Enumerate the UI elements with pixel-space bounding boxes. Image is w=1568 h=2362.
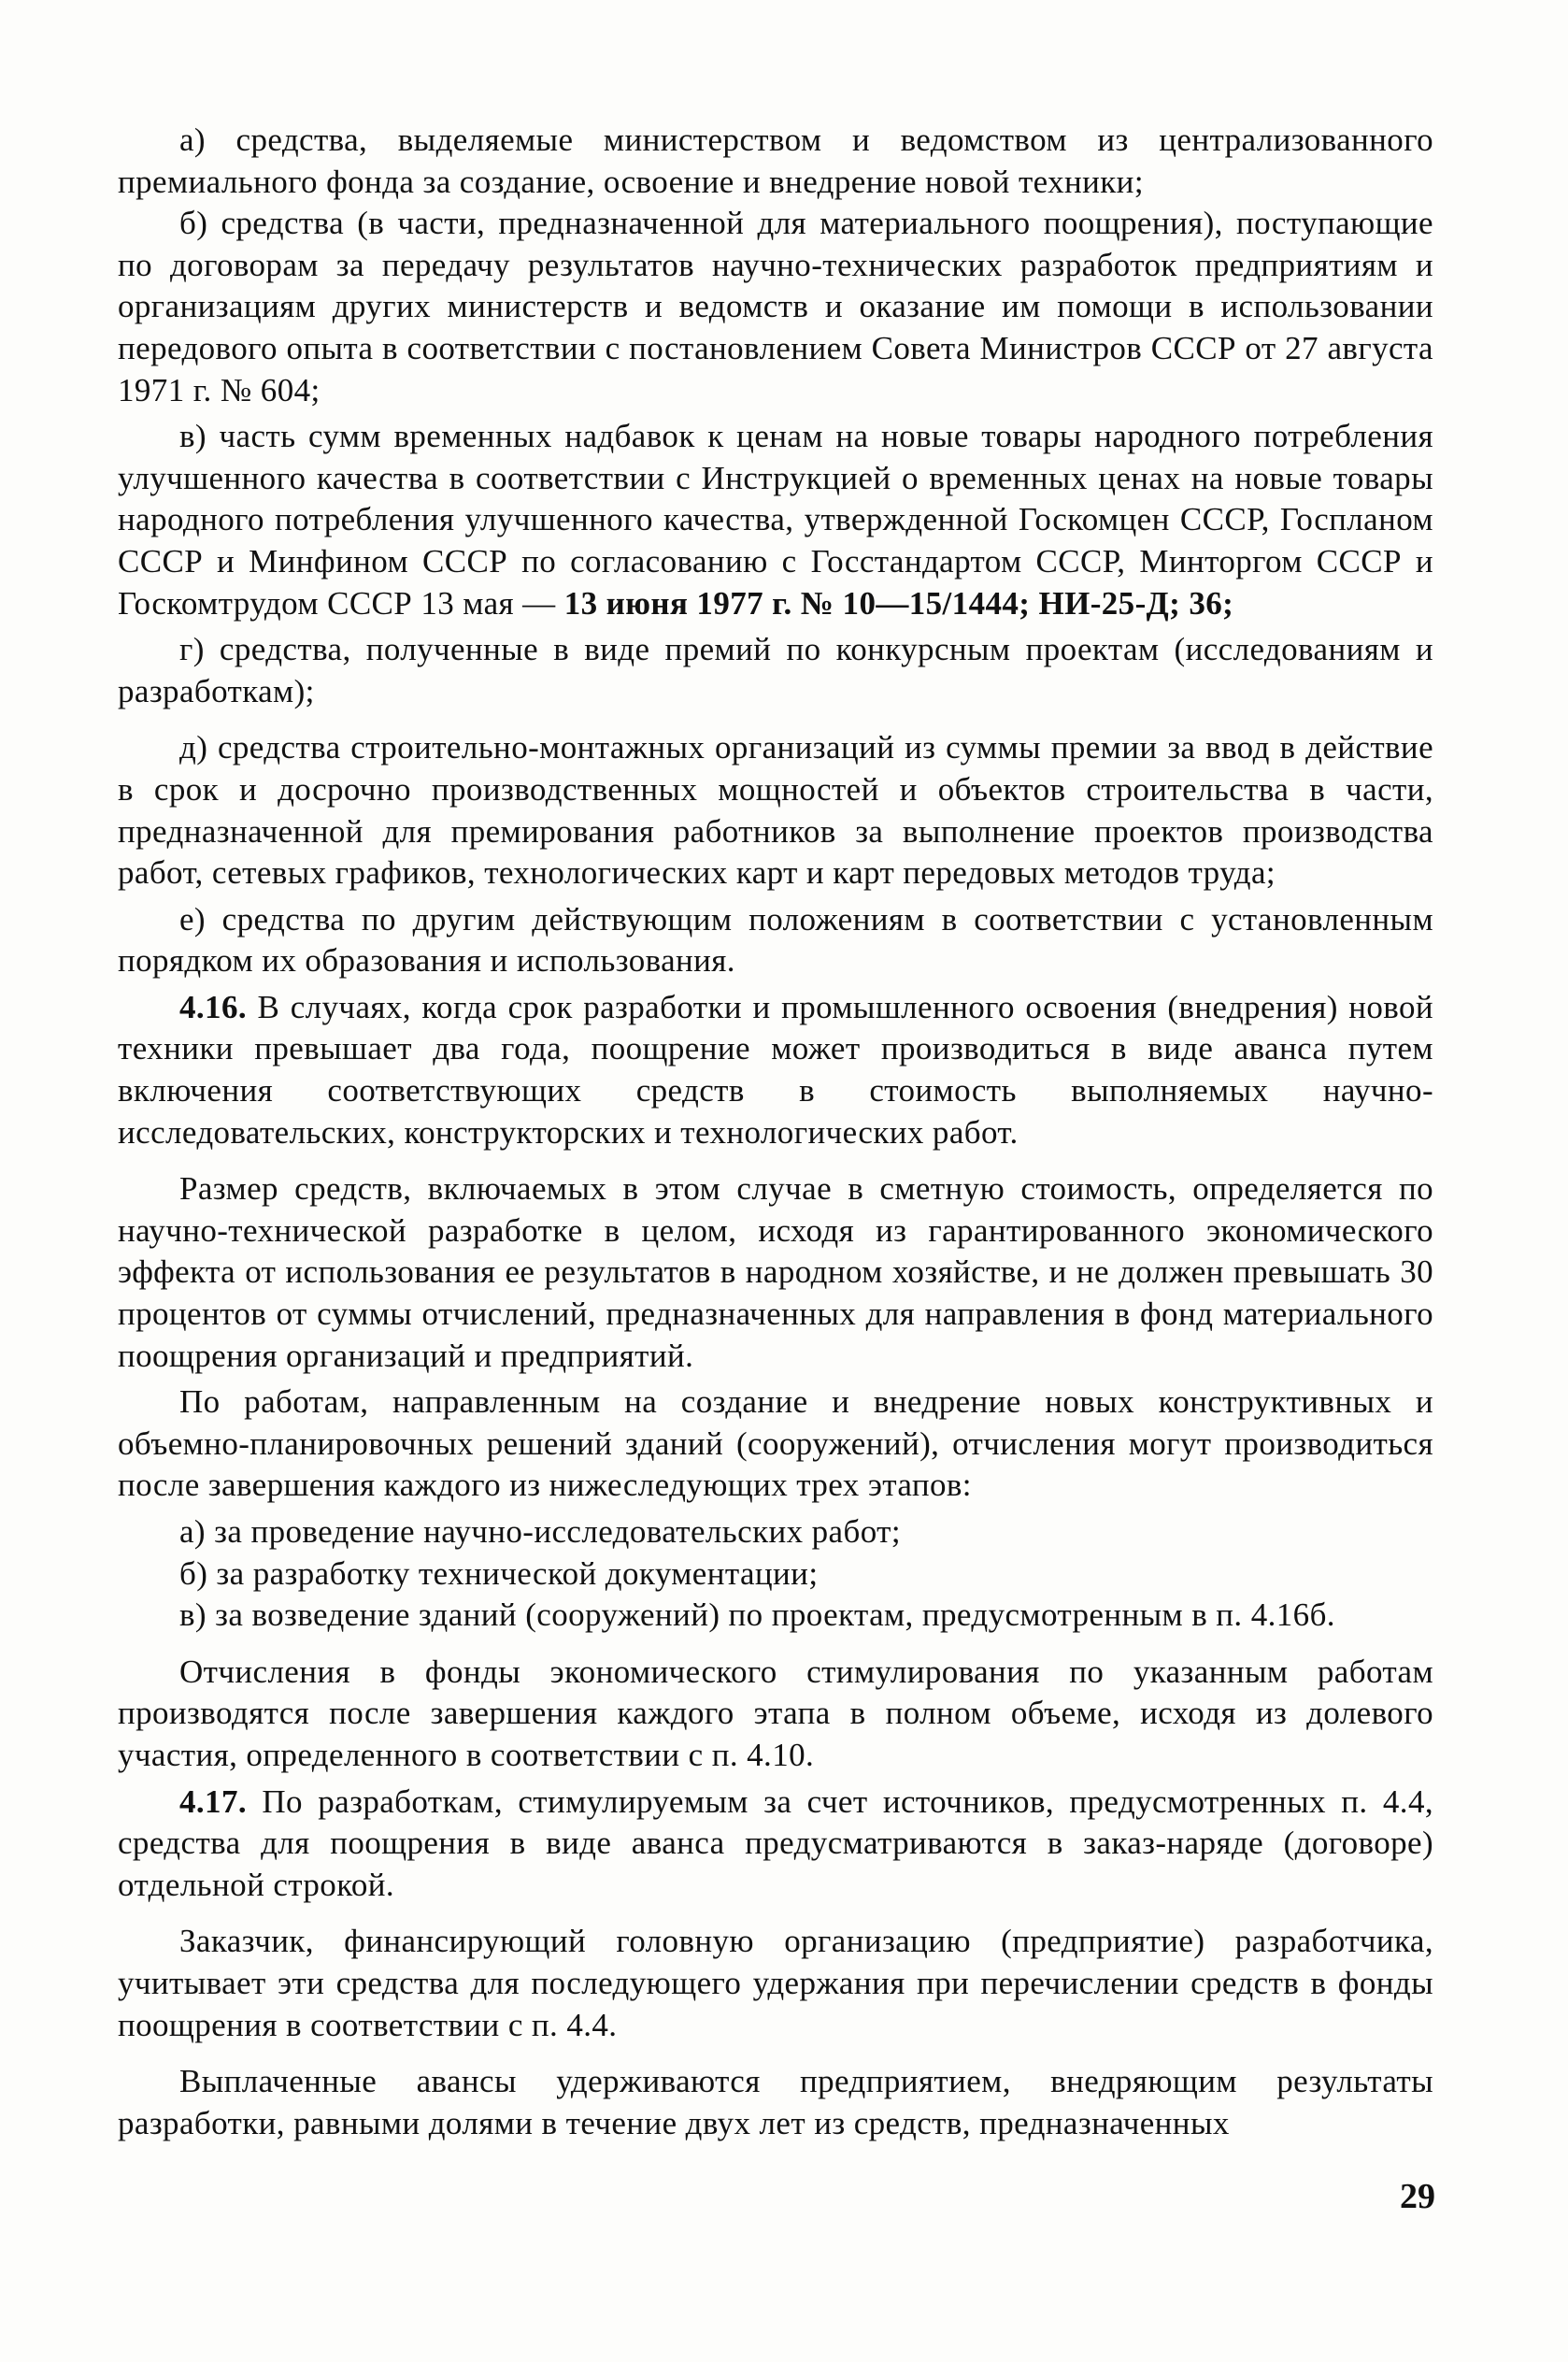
clause-v-bold-date: 13 июня 1977 г. № 10—15/1444; НИ-25-Д; 36; xyxy=(563,584,1234,622)
page-number: 29 xyxy=(1400,2177,1435,2216)
stage-v-paragraph xyxy=(118,1595,1433,1637)
section-4-17-paragraph xyxy=(118,1782,1433,1907)
section-number-4-17: 4.17. xyxy=(179,1782,247,1820)
clause-e-paragraph xyxy=(118,899,1433,982)
clause-b-paragraph xyxy=(118,203,1433,411)
section-4-16-paragraph xyxy=(118,987,1433,1153)
po-rabotam-text: По работам, направленным на создание и внедрение новых конструктивных и объемно-планировочных решений зданий (сооружений), отчисления могут производиться после завершения каждого из нижеследующих трех этапов: xyxy=(118,1383,1433,1504)
clause-b-text: б) средства (в части, предназначенной для материального поощрения), поступающие по договорам за передачу результатов научно-технических разработок предприятиям и организациям других министерств и ведомств и оказание им помощи в использовании передового опыта в соответствии с постановлением Совета Министров СССР от 27 августа 1971 г. № 604; xyxy=(118,205,1433,408)
stage-b-paragraph xyxy=(118,1553,1433,1596)
section-number-4-16: 4.16. xyxy=(179,988,247,1025)
po-rabotam-paragraph xyxy=(118,1381,1433,1507)
clause-g-paragraph xyxy=(118,629,1433,712)
clause-a-text: а) средства, выделяемые министерством и ведомством из централизованного премиального фонда за создание, освоение и внедрение новой техники; xyxy=(118,122,1433,200)
clause-v-paragraph xyxy=(118,416,1433,624)
stage-a-paragraph xyxy=(118,1511,1433,1553)
clause-d-text: д) средства строительно-монтажных организаций из суммы премии за ввод в действие в срок и досрочно производственных мощностей и объектов строительства в части, предназначенной для премирования работников за выполнение проектов производства работ, сетевых графиков, технологических карт и карт передовых методов труда; xyxy=(118,729,1433,892)
razmer-text: Размер средств, включаемых в этом случае в сметную стоимость, определяется по научно-технической разработке в целом, исходя из гарантированного экономического эффекта от использования ее результатов в народном хозяйстве, и не должен превышать 30 процентов от суммы отчислений, предназначенных для направления в фонд материального поощрения организаций и предприятий. xyxy=(118,1170,1433,1374)
clause-v-text: в) часть сумм временных надбавок к ценам на новые товары народного потребления улучшенного качества в соответствии с Инструкцией о временных ценах на новые товары народного потребления улучшенного качества, утвержденной Госкомцен СССР, Госпланом СССР и Минфином СССР по согласованию с Госстандартом СССР, Минторгом СССР и Госкомтрудом СССР 13 мая — xyxy=(118,418,1433,622)
vyplachennye-paragraph xyxy=(118,2061,1433,2144)
razmer-paragraph xyxy=(118,1168,1433,1377)
clause-d-paragraph xyxy=(118,727,1433,894)
section-4-16-text: В случаях, когда срок разработки и промышленного освоения (внедрения) новой техники превышает два года, поощрение может производиться в виде аванса путем включения соответствующих средств в стоимость выполняемых научно-исследовательских, конструкторских и технологических работ. xyxy=(118,988,1433,1151)
clause-g-text: г) средства, полученные в виде премий по конкурсным проектам (исследованиям и разработкам); xyxy=(118,631,1433,709)
stage-a-text: а) за проведение научно-исследовательских работ; xyxy=(179,1513,901,1550)
clause-a-paragraph xyxy=(118,120,1433,203)
otchisleniya-text: Отчисления в фонды экономического стимулирования по указанным работам производятся после завершения каждого этапа в полном объеме, исходя из долевого участия, определенного в соответствии с п. 4.10. xyxy=(118,1653,1433,1773)
vyplachennye-text: Выплаченные авансы удерживаются предприятием, внедряющим результаты разработки, равными долями в течение двух лет из средств, предназначенных xyxy=(118,2063,1433,2141)
stage-v-text: в) за возведение зданий (сооружений) по проектам, предусмотренным в п. 4.16б. xyxy=(179,1596,1335,1634)
stage-b-text: б) за разработку технической документации; xyxy=(179,1554,819,1592)
body-text xyxy=(118,120,1433,2149)
clause-e-text: е) средства по другим действующим положениям в соответствии с установленным порядком их образования и использования. xyxy=(118,900,1433,980)
zakazchik-text: Заказчик, финансирующий головную организацию (предприятие) разработчика, учитывает эти средства для последующего удержания при перечислении средств в фонды поощрения в соответствии с п. 4.4. xyxy=(118,1923,1433,2043)
section-4-17-text: По разработкам, стимулируемым за счет источников, предусмотренных п. 4.4, средства для поощрения в виде аванса предусматриваются в заказ-наряде (договоре) отдельной строкой. xyxy=(118,1782,1433,1903)
zakazchik-paragraph xyxy=(118,1921,1433,2046)
otchisleniya-paragraph xyxy=(118,1652,1433,1777)
